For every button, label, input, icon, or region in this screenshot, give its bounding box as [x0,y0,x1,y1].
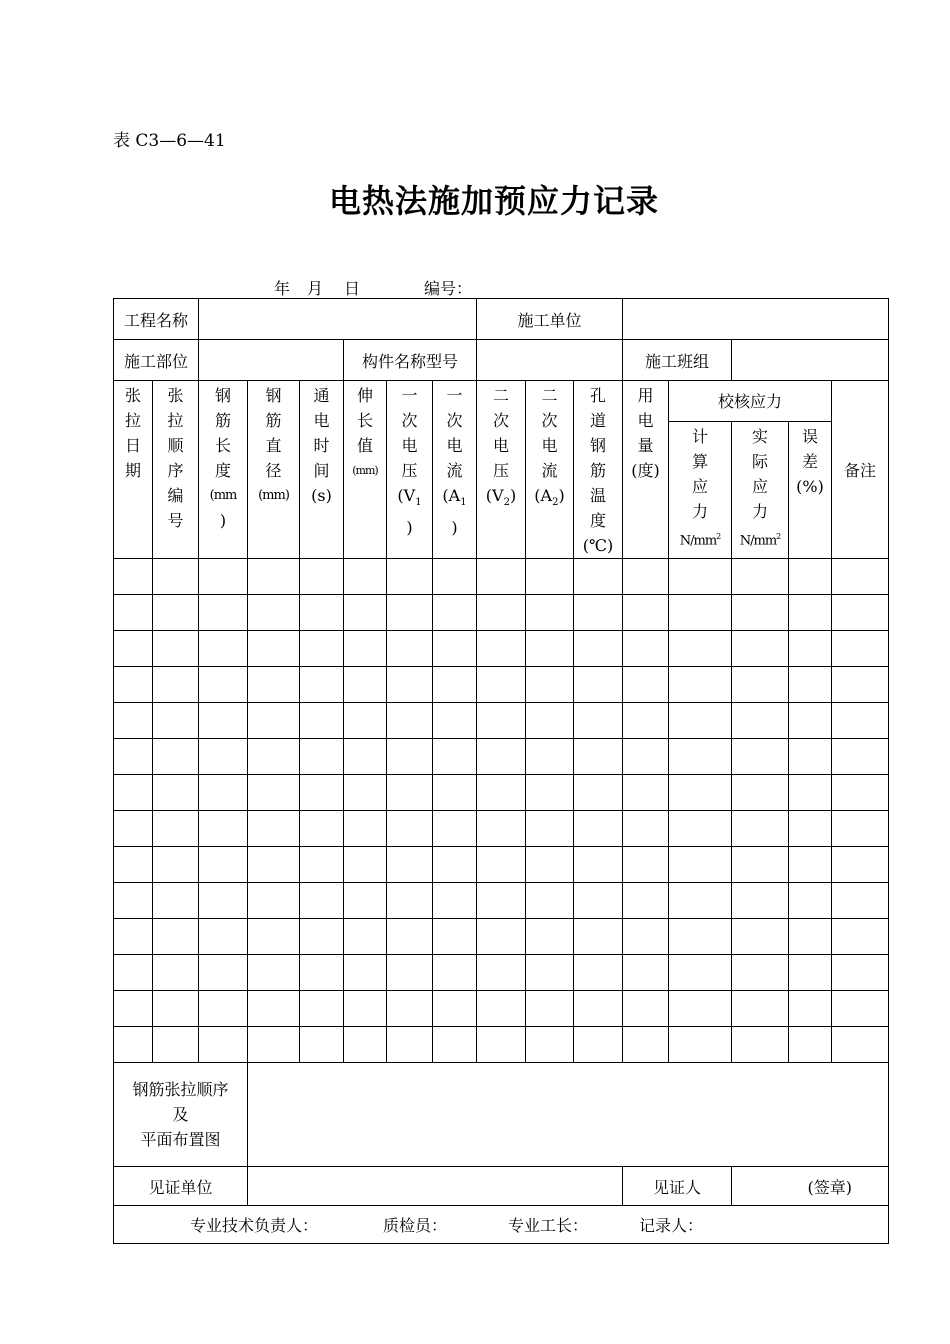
date-year-label: 年 [274,279,291,298]
table-cell[interactable] [574,595,623,631]
table-cell[interactable] [477,631,526,667]
witness-unit-label: 见证单位 [114,1167,248,1206]
header-primary-current: 一 次 电 流 ($A_1$ ) [433,381,477,559]
table-cell[interactable] [248,883,300,919]
table-cell[interactable] [832,811,889,847]
table-cell[interactable] [669,739,732,775]
signature-row [114,1206,889,1244]
table-cell[interactable] [199,991,248,1027]
table-cell[interactable] [300,883,344,919]
table-cell[interactable] [477,811,526,847]
header-power-time: 通 电 时 间 (s) [300,381,344,559]
table-cell[interactable] [433,775,477,811]
table-cell[interactable] [623,595,669,631]
table-cell[interactable] [199,631,248,667]
table-cell[interactable] [300,811,344,847]
table-cell[interactable] [344,847,387,883]
table-cell[interactable] [574,703,623,739]
table-cell[interactable] [574,775,623,811]
table-cell[interactable] [387,991,433,1027]
table-cell[interactable] [623,739,669,775]
tech-lead-signature[interactable]: 专业技术负责人： [190,1216,319,1235]
header-check-stress: 校核应力 [669,381,832,422]
table-cell[interactable] [199,919,248,955]
table-cell[interactable] [789,667,832,703]
header-duct-bar-temperature: 孔 道 钢 筋 温 度 (℃) [574,381,623,559]
table-cell[interactable] [114,991,153,1027]
table-cell[interactable] [789,775,832,811]
table-cell[interactable] [344,595,387,631]
table-cell[interactable] [433,559,477,595]
table-cell[interactable] [669,631,732,667]
table-cell[interactable] [153,991,199,1027]
table-cell[interactable] [669,559,732,595]
table-cell[interactable] [248,847,300,883]
table-cell[interactable] [300,631,344,667]
table-cell[interactable] [153,739,199,775]
table-cell[interactable] [153,811,199,847]
table-cell[interactable] [248,775,300,811]
table-row [114,811,889,847]
table-cell[interactable] [789,919,832,955]
table-cell[interactable] [526,955,574,991]
table-cell[interactable] [477,667,526,703]
signature-cell [114,1206,889,1244]
table-cell[interactable] [477,595,526,631]
table-cell[interactable] [114,775,153,811]
table-cell[interactable] [344,811,387,847]
table-cell[interactable] [526,811,574,847]
table-cell[interactable] [477,847,526,883]
table-cell[interactable] [387,703,433,739]
table-cell[interactable] [248,703,300,739]
table-cell[interactable] [248,955,300,991]
table-cell[interactable] [789,559,832,595]
column-header-row [114,381,889,422]
table-cell[interactable] [433,667,477,703]
table-cell[interactable] [300,847,344,883]
table-cell[interactable] [574,559,623,595]
table-cell[interactable] [789,739,832,775]
table-cell[interactable] [153,667,199,703]
table-cell[interactable] [574,991,623,1027]
location-label: 施工部位 [114,340,199,381]
table-cell[interactable] [789,631,832,667]
inspector-signature[interactable]: 质检员： [383,1216,448,1235]
table-cell[interactable] [732,955,789,991]
table-cell[interactable] [669,955,732,991]
table-cell[interactable] [623,847,669,883]
table-cell[interactable] [199,811,248,847]
table-cell[interactable] [623,775,669,811]
table-cell[interactable] [433,1027,477,1063]
table-cell[interactable] [574,883,623,919]
table-row [114,559,889,595]
table-cell[interactable] [344,559,387,595]
witness-unit-value[interactable] [248,1167,623,1206]
table-cell[interactable] [300,955,344,991]
table-cell[interactable] [387,559,433,595]
table-cell[interactable] [477,883,526,919]
header-actual-stress: 实 际 应 力 $N/mm^2$ [732,421,789,558]
table-cell[interactable] [153,847,199,883]
table-cell[interactable] [114,919,153,955]
table-cell[interactable] [669,883,732,919]
table-cell[interactable] [433,595,477,631]
table-cell[interactable] [732,811,789,847]
table-cell[interactable] [832,991,889,1027]
table-cell[interactable] [832,739,889,775]
table-cell[interactable] [832,1027,889,1063]
table-cell[interactable] [832,595,889,631]
table-cell[interactable] [526,631,574,667]
table-cell[interactable] [477,703,526,739]
table-cell[interactable] [477,559,526,595]
record-table [113,298,889,1244]
table-row [114,775,889,811]
layout-section-row [114,1063,889,1167]
table-cell[interactable] [114,631,153,667]
table-cell[interactable] [623,883,669,919]
table-cell[interactable] [114,811,153,847]
table-cell[interactable] [789,991,832,1027]
table-cell[interactable] [153,559,199,595]
table-cell[interactable] [623,991,669,1027]
table-cell[interactable] [623,955,669,991]
table-cell[interactable] [732,703,789,739]
table-cell[interactable] [832,883,889,919]
header-secondary-current: 二 次 电 流 $(A_2)$ [526,381,574,559]
table-cell[interactable] [199,559,248,595]
table-cell[interactable] [433,991,477,1027]
table-cell[interactable] [832,955,889,991]
table-cell[interactable] [623,811,669,847]
table-cell[interactable] [574,847,623,883]
table-cell[interactable] [526,919,574,955]
table-cell[interactable] [199,739,248,775]
table-cell[interactable] [433,631,477,667]
table-cell[interactable] [433,883,477,919]
member-name-label: 构件名称型号 [344,340,477,381]
table-cell[interactable] [789,847,832,883]
header-calculated-stress: 计 算 应 力 $N/mm^2$ [669,421,732,558]
table-cell[interactable] [623,1027,669,1063]
table-row [114,631,889,667]
table-cell[interactable] [832,631,889,667]
table-cell[interactable] [300,739,344,775]
table-cell[interactable] [344,703,387,739]
table-cell[interactable] [153,919,199,955]
table-cell[interactable] [114,559,153,595]
table-cell[interactable] [433,955,477,991]
table-cell[interactable] [574,739,623,775]
table-cell[interactable] [248,739,300,775]
table-cell[interactable] [526,1027,574,1063]
table-cell[interactable] [387,883,433,919]
table-row [114,667,889,703]
table-cell[interactable] [623,667,669,703]
table-cell[interactable] [574,667,623,703]
table-cell[interactable] [153,1027,199,1063]
date-day-label: 日 [344,279,361,298]
table-cell[interactable] [248,919,300,955]
table-cell[interactable] [199,703,248,739]
table-cell[interactable] [789,811,832,847]
table-cell[interactable] [344,631,387,667]
table-cell[interactable] [732,883,789,919]
table-cell[interactable] [199,1027,248,1063]
table-cell[interactable] [832,559,889,595]
table-cell[interactable] [153,595,199,631]
table-cell[interactable] [732,991,789,1027]
table-cell[interactable] [574,631,623,667]
member-name-value[interactable] [477,340,623,381]
table-cell[interactable] [623,919,669,955]
table-cell[interactable] [433,739,477,775]
table-cell[interactable] [114,667,153,703]
header-tension-order: 张 拉 顺 序 编 号 [153,381,199,559]
table-cell[interactable] [526,595,574,631]
table-cell[interactable] [789,955,832,991]
header-bar-diameter: 钢 筋 直 径 (mm) [248,381,300,559]
date-month-label: 月 [307,279,324,298]
table-cell[interactable] [526,559,574,595]
table-cell[interactable] [344,667,387,703]
table-cell[interactable] [114,883,153,919]
table-cell[interactable] [477,955,526,991]
table-row [114,883,889,919]
table-cell[interactable] [669,811,732,847]
table-cell[interactable] [248,631,300,667]
table-cell[interactable] [669,919,732,955]
table-cell[interactable] [526,847,574,883]
table-cell[interactable] [387,847,433,883]
table-cell[interactable] [789,1027,832,1063]
table-cell[interactable] [114,595,153,631]
location-value[interactable] [199,340,344,381]
header-tension-date: 张 拉 日 期 [114,381,153,559]
table-cell[interactable] [300,775,344,811]
table-cell[interactable] [574,955,623,991]
table-cell[interactable] [344,739,387,775]
table-cell[interactable] [526,739,574,775]
table-cell[interactable] [574,811,623,847]
header-power-consumption: 用 电 量 (度) [623,381,669,559]
recorder-signature[interactable]: 记录人： [639,1216,704,1235]
table-cell[interactable] [300,595,344,631]
table-cell[interactable] [387,667,433,703]
table-cell[interactable] [300,667,344,703]
table-cell[interactable] [114,955,153,991]
table-cell[interactable] [248,811,300,847]
table-cell[interactable] [114,1027,153,1063]
table-cell[interactable] [574,919,623,955]
data-rows [114,559,889,1063]
table-cell[interactable] [344,883,387,919]
table-cell[interactable] [732,631,789,667]
table-cell[interactable] [248,1027,300,1063]
table-cell[interactable] [477,739,526,775]
header-bar-length: 钢 筋 长 度 (mm ) [199,381,248,559]
table-cell[interactable] [433,811,477,847]
table-cell[interactable] [300,991,344,1027]
table-row [114,703,889,739]
table-cell[interactable] [387,631,433,667]
table-cell[interactable] [526,667,574,703]
table-cell[interactable] [477,1027,526,1063]
witness-seal[interactable]: (签章) [732,1167,889,1206]
table-cell[interactable] [574,1027,623,1063]
table-cell[interactable] [526,883,574,919]
location-info-row [114,340,889,381]
header-primary-voltage: 一 次 电 压 ($V_1$ ) [387,381,433,559]
table-cell[interactable] [114,703,153,739]
table-cell[interactable] [732,667,789,703]
table-cell[interactable] [199,955,248,991]
team-value[interactable] [732,340,889,381]
record-number-label: 编号： [424,279,473,298]
table-row [114,595,889,631]
table-cell[interactable] [387,775,433,811]
table-cell[interactable] [732,847,789,883]
table-cell[interactable] [300,919,344,955]
table-cell[interactable] [526,775,574,811]
table-cell[interactable] [387,1027,433,1063]
table-cell[interactable] [669,1027,732,1063]
table-cell[interactable] [114,739,153,775]
table-cell[interactable] [477,775,526,811]
table-cell[interactable] [789,595,832,631]
header-remark: 备注 [832,381,889,559]
table-cell[interactable] [114,847,153,883]
table-cell[interactable] [789,883,832,919]
contractor-label: 施工单位 [477,299,623,340]
table-cell[interactable] [387,739,433,775]
table-row [114,739,889,775]
table-cell[interactable] [732,559,789,595]
table-cell[interactable] [248,595,300,631]
table-cell[interactable] [153,775,199,811]
table-cell[interactable] [153,883,199,919]
table-cell[interactable] [732,775,789,811]
table-cell[interactable] [526,703,574,739]
table-cell[interactable] [344,919,387,955]
table-cell[interactable] [300,703,344,739]
table-cell[interactable] [344,775,387,811]
table-cell[interactable] [477,919,526,955]
table-cell[interactable] [526,991,574,1027]
table-cell[interactable] [832,919,889,955]
table-row [114,955,889,991]
project-info-row [114,299,889,340]
table-cell[interactable] [153,955,199,991]
table-row [114,919,889,955]
table-cell[interactable] [623,703,669,739]
table-cell[interactable] [248,559,300,595]
table-cell[interactable] [669,595,732,631]
table-cell[interactable] [344,955,387,991]
page-title: 电热法施加预应力记录 [328,182,659,220]
table-cell[interactable] [199,775,248,811]
contractor-value[interactable] [623,299,889,340]
form-number: 表 C3—6—41 [113,131,226,151]
table-cell[interactable] [832,703,889,739]
table-cell[interactable] [199,667,248,703]
header-elongation: 伸 长 值 (mm) [344,381,387,559]
table-cell[interactable] [153,703,199,739]
table-cell[interactable] [248,667,300,703]
table-cell[interactable] [789,703,832,739]
table-cell[interactable] [832,847,889,883]
header-error-percent: 误 差 (%) [789,421,832,558]
table-cell[interactable] [732,1027,789,1063]
table-cell[interactable] [832,775,889,811]
witness-person-label: 见证人 [623,1167,732,1206]
table-cell[interactable] [387,595,433,631]
table-row [114,1027,889,1063]
table-cell[interactable] [300,1027,344,1063]
foreman-signature[interactable]: 专业工长： [508,1216,589,1235]
project-name-label: 工程名称 [114,299,199,340]
table-cell[interactable] [344,991,387,1027]
table-row [114,847,889,883]
table-cell[interactable] [623,631,669,667]
table-row [114,991,889,1027]
table-cell[interactable] [732,919,789,955]
team-label: 施工班组 [623,340,732,381]
table-cell[interactable] [433,703,477,739]
table-cell[interactable] [300,559,344,595]
layout-section-label: 钢筋张拉顺序 及 平面布置图 [114,1063,248,1167]
witness-row [114,1167,889,1206]
project-name-value[interactable] [199,299,477,340]
table-cell[interactable] [669,667,732,703]
table-cell[interactable] [199,595,248,631]
table-cell[interactable] [623,559,669,595]
layout-diagram-area[interactable] [248,1063,889,1167]
table-cell[interactable] [477,991,526,1027]
table-cell[interactable] [387,955,433,991]
table-cell[interactable] [732,595,789,631]
table-cell[interactable] [433,847,477,883]
table-cell[interactable] [387,919,433,955]
table-cell[interactable] [669,847,732,883]
table-cell[interactable] [669,991,732,1027]
table-cell[interactable] [832,667,889,703]
header-secondary-voltage: 二 次 电 压 $(V_2)$ [477,381,526,559]
table-cell[interactable] [433,919,477,955]
table-cell[interactable] [199,883,248,919]
table-cell[interactable] [199,847,248,883]
table-cell[interactable] [153,631,199,667]
table-cell[interactable] [248,991,300,1027]
table-cell[interactable] [669,775,732,811]
table-cell[interactable] [344,1027,387,1063]
table-cell[interactable] [387,811,433,847]
table-cell[interactable] [732,739,789,775]
table-cell[interactable] [669,703,732,739]
